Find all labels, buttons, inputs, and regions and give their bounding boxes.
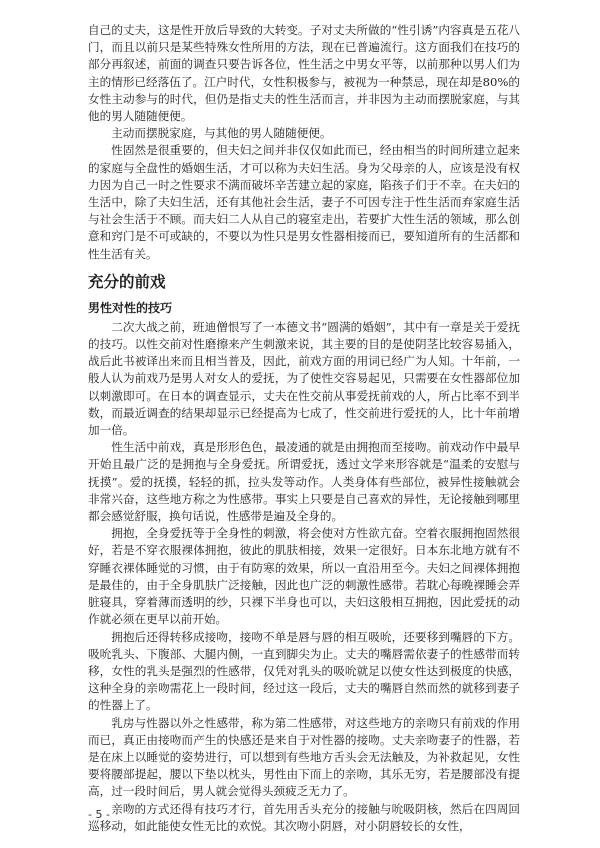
paragraph-3: 性固然是很重要的，但夫妇之间并非仅仅如此而已，经由相当的时间所建立起来的家庭与全盘性的婚姻生活，才可以称为夫妇生活。身为父母亲的人，应该是没有权力因为自己一时之性要求不满而破坏辛苦建立起的家庭，陷孩子们于不幸。在夫妇的生活中，除了夫妇生活，还有其他社会生活，妻子不可因专注于性生活而弃家庭生活与社会生活于不顾。而夫妇二人从自己的寝室走出，若要扩大性生活的领域，那么创意和窍门是不可或缺的，不要以为性只是男女性器相接而已，要知道所有的生活都和性生活有关。 [88, 143, 520, 261]
paragraph-5: 性生活中前戏，真是形形色色，最凌通的就是由拥抱而至接吻。前戏动作中最早开始且最广泛的是拥抱与全身爱抚。所谓爱抚，透过文学来形容就是“温柔的安慰与抚摸”。爱的抚摸，轻轻的抓，拉头发等动作。人类身体有些部位，被异性接触就会非常兴奋，这些地方称之为性感带。事实上只要是自己喜欢的异性，无论接触到哪里都会感觉舒服，换句话说，性感带是遍及全身的。 [88, 440, 520, 524]
paragraph-9: 亲吻的方式还得有技巧才行，首先用舌头充分的接触与吮吸阴核，然后在四周回巡移动，如此能使女性无比的欢悦。其次吻小阴唇，对小阴唇较长的女性， [88, 801, 520, 833]
paragraph-7: 拥抱后还得转移成接吻，接吻不单是唇与唇的相互吸吮，还要移到嘴唇的下方。吸吮乳头、下腹部、大腿内侧，一直到脚尖为止。丈夫的嘴唇需依妻子的性感带而转移，女性的乳头是强烈的性感带，仅凭对乳头的吸吮就足以使女性达到极度的快感，这种全身的亲吻需花上一段时间，经过这一段后，丈夫的嘴唇自然而然的就移到妻子的性器上了。 [88, 629, 520, 713]
paragraph-8: 乳房与性器以外之性感带，称为第二性感带，对这些地方的亲吻只有前戏的作用而已，真正由接吻而产生的快感还是来自于对性器的接吻。丈夫亲吻妻子的性器，若是在床上以睡觉的姿势进行，可以想到有些地方舌头会无法触及，为补救起见，女性要将腰部提起，腰以下垫以枕头，男性由下而上的亲吻，其乐无穷，若是腰部没有提高，过一段时间后，男人就会觉得头颈疲乏无力了。 [88, 715, 520, 799]
section-title: 充分的前戏 [88, 271, 166, 291]
page-number: - 5 - [88, 808, 110, 821]
subsection-title: 男性对性的技巧 [88, 300, 173, 315]
paragraph-6: 拥抱，全身爱抚等于全身性的刺激，将会使对方性欲亢奋。空着衣服拥抱固然很好，若是不穿衣服裸体拥抱，彼此的肌肤相接，效果一定很好。日本东北地方就有不穿睡衣裸体睡觉的习惯，由于有防寒的效果，所以一直沿用至今。夫妇之间裸体拥抱是最佳的，由于全身肌肤广泛接触，因此也广泛的刺激性感带。若耽心每晚裸睡会弄脏寝具，穿着薄而透明的纱，只裸下半身也可以，夫妇这般相互拥抱，因此爱抚的动作就必须在更早以前开始。 [88, 526, 520, 627]
paragraph-1: 自己的丈夫，这是性开放后导致的大转变。子对丈夫所做的“性引诱”内容真是五花八门，而且以前只是某些特殊女性所用的方法，现在已普遍流行。这方面我们在技巧的部分再叙述，前面的调查只要告诉各位，性生活之中男女平等，以前那种以男人们为主的情形已经落伍了。江户时代，女性积极参与，被视为一种禁忌，现在却是80%的女性主动参与的时代，但仍是指丈夫的性生活而言，并非因为主动而摆脱家庭，与其他的男人随随便便。 [88, 23, 520, 124]
paragraph-2: 主动而摆脱家庭，与其他的男人随随便便。 [111, 126, 332, 141]
paragraph-4: 二次大战之前，班迪僧恨写了一本德文书“圆满的婚姻”，其中有一章是关于爱抚的技巧。以性交前对性磨擦来产生刺激来说，其主要的目的是使阴茎比较容易插入，战后此书被译出来而且相当普及，因此，前戏方面的用词已经广为人知。十年前，一般人认为前戏乃是男人对女人的爱抚，为了使性交容易起见，只需要在女性器部位加以刺激即可。在日本的调查显示，丈夫在性交前从事爱抚前戏的人，所占比率不到半数，而最近调查的结果却显示已经提高为七成了，性交前进行爱抚的人，比十年前增加一倍。 [88, 319, 520, 438]
